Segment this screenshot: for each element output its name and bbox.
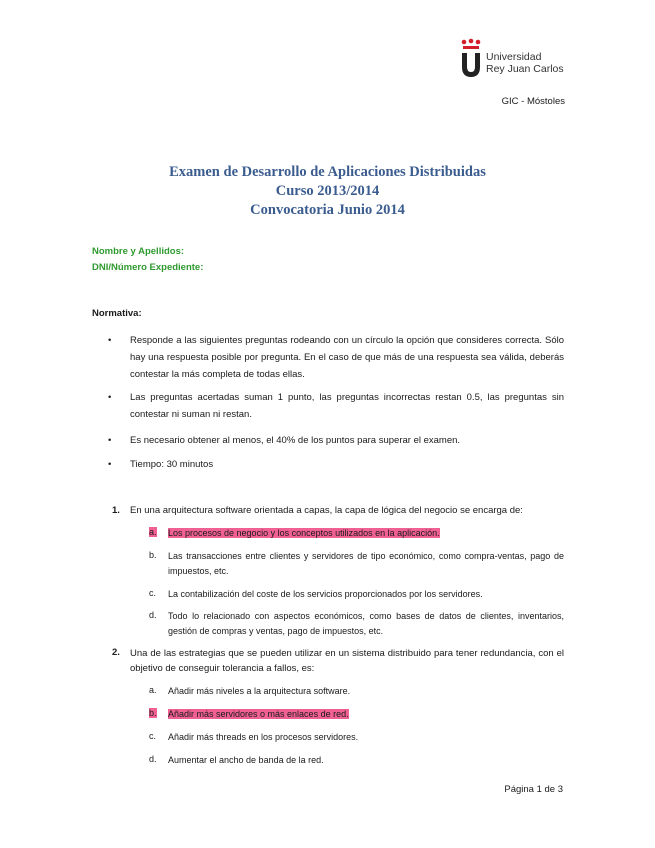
question-number: 2. <box>112 647 120 658</box>
option-text[interactable]: Las transacciones entre clientes y servidores de tipo económico, como compra-ventas, pago de impuestos, etc. <box>168 551 564 576</box>
normativa-item: Las preguntas acertadas suman 1 punto, las preguntas incorrectas restan 0.5, las preguntas sin contestar ni suman ni restan. <box>130 392 564 420</box>
option-highlighted-text: Los procesos de negocio y los conceptos utilizados en la aplicación. <box>168 528 440 538</box>
normativa-title: Normativa: <box>92 308 142 319</box>
question-text: Una de las estrategias que se pueden utilizar en un sistema distribuido para tener redundancia, con el objetivo de conseguir tolerancia a fallos, es: <box>130 648 564 674</box>
urjc-logo-icon <box>460 38 482 78</box>
normativa-item: Responde a las siguientes preguntas rodeando con un círculo la opción que consideres correcta. Sólo hay una respuesta posible por pregunta. En el caso de que más de una respuesta sea válida, deberás contestar la más completa de todas ellas. <box>130 335 564 380</box>
campus-label: GIC - Móstoles <box>501 96 565 107</box>
option-label <box>149 708 157 718</box>
option-text[interactable]: Añadir más niveles a la arquitectura software. <box>168 686 351 696</box>
option-label: a. <box>149 685 157 695</box>
bullet-icon: • <box>108 459 112 470</box>
option-label-text: b. <box>149 708 157 718</box>
option-label: d. <box>149 754 157 764</box>
bullet-icon: • <box>108 335 112 346</box>
option-text[interactable]: Aumentar el ancho de banda de la red. <box>168 755 324 765</box>
title-line-1: Examen de Desarrollo de Aplicaciones Distribuidas <box>169 164 486 180</box>
option-text[interactable] <box>168 526 564 541</box>
option-label: c. <box>149 588 157 598</box>
university-logo <box>456 38 576 80</box>
bullet-icon: • <box>108 435 112 446</box>
option-text[interactable]: Todo lo relacionado con aspectos económicos, como bases de datos de clientes, inventarios, gestión de compras y ventas, pago de impuestos, etc. <box>168 611 564 636</box>
option-text[interactable]: La contabilización del coste de los servicios proporcionados por los servidores. <box>168 589 483 599</box>
bullet-icon: • <box>108 392 112 403</box>
option-label: d. <box>149 610 157 620</box>
name-label: Nombre y Apellidos: <box>92 246 185 257</box>
logo-line-1: Universidad <box>486 51 542 63</box>
option-text[interactable]: Añadir más threads en los procesos servidores. <box>168 732 359 742</box>
normativa-item: Es necesario obtener al menos, el 40% de los puntos para superar el examen. <box>130 435 461 446</box>
option-label: c. <box>149 731 157 741</box>
option-label <box>149 527 157 537</box>
page-number: Página 1 de 3 <box>504 784 563 795</box>
title-line-3: Convocatoria Junio 2014 <box>250 202 405 218</box>
option-label: b. <box>149 550 157 560</box>
option-label-text: a. <box>149 527 157 537</box>
question-text: En una arquitectura software orientada a capas, la capa de lógica del negocio se encarga de: <box>130 505 523 516</box>
option-text[interactable] <box>168 707 564 722</box>
normativa-item: Tiempo: 30 minutos <box>130 459 214 470</box>
question-number: 1. <box>112 505 120 516</box>
dni-label: DNI/Número Expediente: <box>92 262 204 273</box>
option-highlighted-text: Añadir más servidores o más enlaces de red. <box>168 709 349 719</box>
title-line-2: Curso 2013/2014 <box>275 183 380 199</box>
exam-title <box>0 163 655 220</box>
logo-text <box>486 51 564 75</box>
logo-line-2: Rey Juan Carlos <box>486 63 564 75</box>
